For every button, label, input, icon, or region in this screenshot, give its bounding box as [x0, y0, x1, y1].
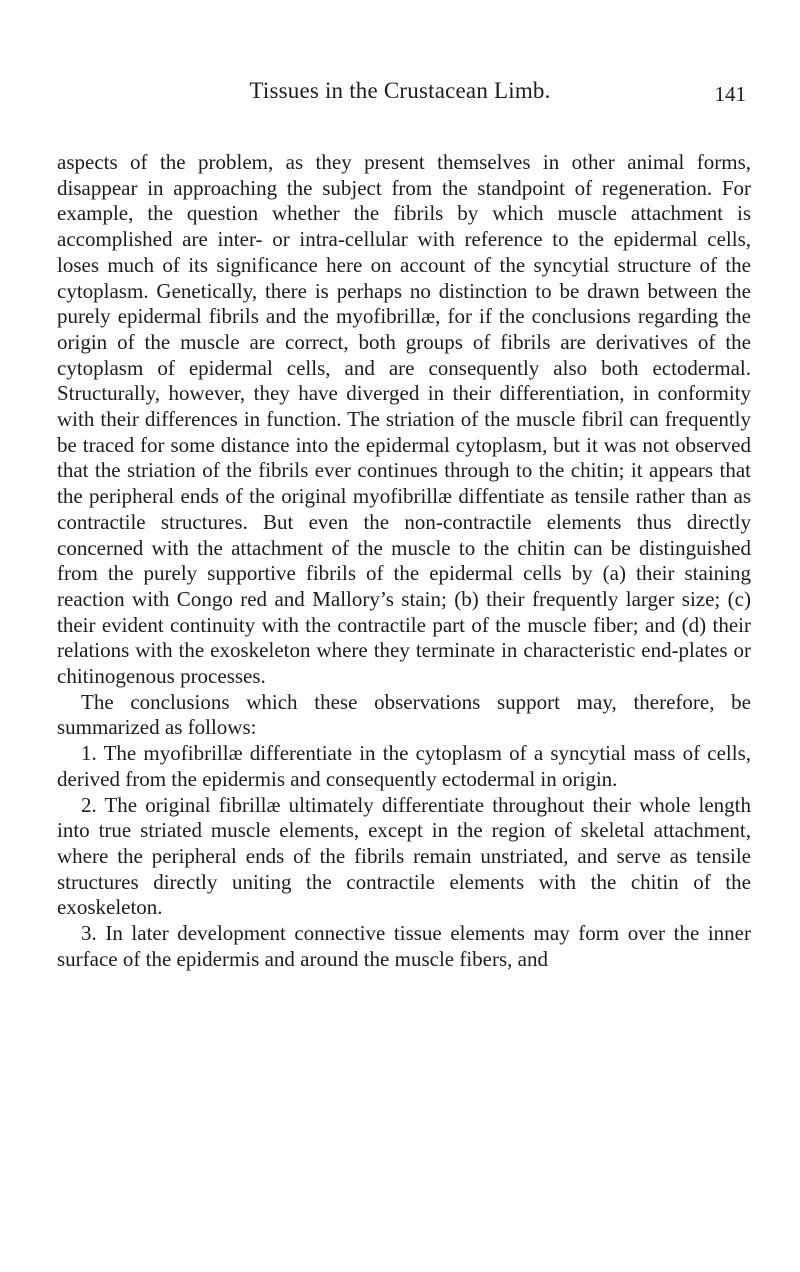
conclusion-item-2: 2. The original fibrillæ ultimately differentiate throughout their whole length into true striated muscle elements, except in the region of skeletal attachment, where the peripheral ends of the fibrils remain unstriated, and serve as tensile structures directly uniting the contractile elements with the chitin of the exoskeleton.: [57, 792, 751, 920]
running-title: Tissues in the Crustacean Limb.: [249, 78, 551, 103]
body-text: [57, 150, 751, 973]
running-head: [0, 78, 800, 108]
page-number: 141: [714, 82, 746, 106]
paragraph-continued: aspects of the problem, as they present themselves in other animal forms, disappear in approaching the subject from the standpoint of regeneration. For example, the question whether the fibrils by which muscle attachment is accomplished are inter- or intra-cellular with reference to the epidermal cells, loses much of its significance here on account of the syncytial structure of the cytoplasm. Genetically, there is perhaps no distinction to be drawn between the purely epidermal fibrils and the myofibrillæ, for if the conclusions regarding the origin of the muscle are correct, both groups of fibrils are derivatives of the cytoplasm of epidermal cells, and are consequently also both ectodermal. Structurally, however, they have diverged in their differentiation, in conformity with their differences in function. The striation of the muscle fibril can frequently be traced for some distance into the epidermal cytoplasm, but it was not observed that the striation of the fibrils ever continues through to the chitin; it appears that the peripheral ends of the original myofibrillæ diffentiate as tensile rather than as contractile structures. But even the non-contractile elements thus directly concerned with the attachment of the muscle to the chitin can be distinguished from the purely supportive fibrils of the epidermal cells by (a) their staining reaction with Congo red and Mallory’s stain; (b) their frequently larger size; (c) their evident continuity with the contractile part of the muscle fiber; and (d) their relations with the exoskeleton where they terminate in characteristic end-plates or chitinogenous processes.: [57, 150, 751, 689]
conclusion-item-1: 1. The myofibrillæ differentiate in the cytoplasm of a syncytial mass of cells, derived from the epidermis and consequently ectodermal in origin.: [57, 741, 751, 791]
paragraph-conclusions-intro: The conclusions which these observations support may, therefore, be summarized as follows:: [57, 689, 751, 740]
conclusion-item-3: 3. In later development connective tissue elements may form over the inner surface of the epidermis and around the muscle fibers, and: [57, 921, 751, 971]
